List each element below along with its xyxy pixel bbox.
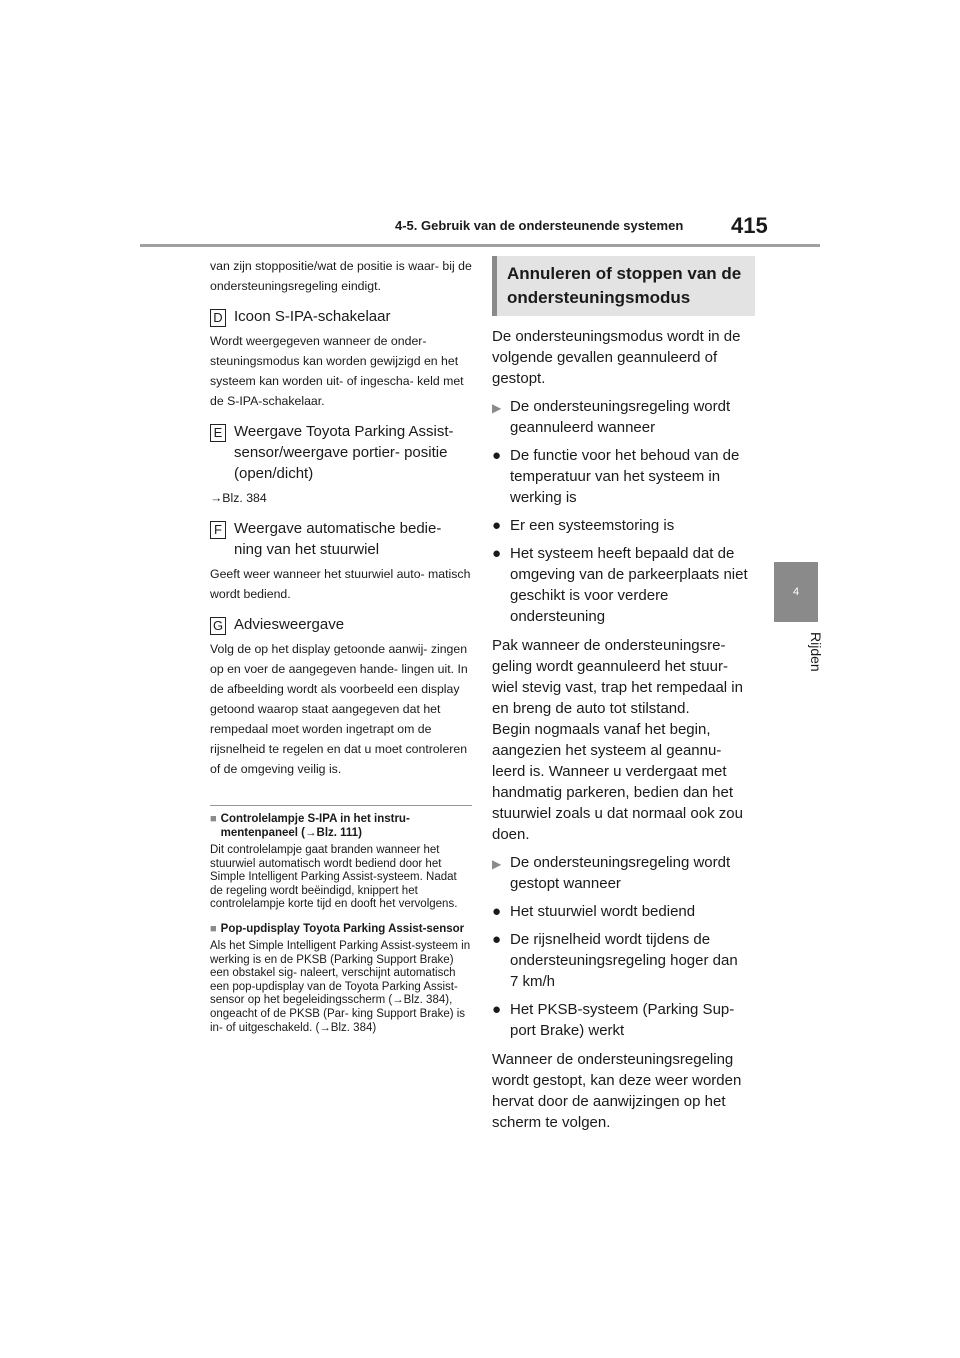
- item-g-title: Adviesweergave: [234, 616, 345, 633]
- item-f-text: Geeft weer wanneer het stuurwiel auto- matisch wordt bediend.: [210, 567, 471, 601]
- left-intro: van zijn stoppositie/wat de positie is waar- bij de ondersteuningsregeling eindigt.: [210, 259, 472, 293]
- item-g: [210, 614, 472, 635]
- note-2-heading: [210, 922, 472, 936]
- group2-head: ▶ De ondersteuningsregeling wordt gestopt wanneer: [492, 854, 731, 892]
- item-d-text: Wordt weergegeven wanneer de onder- steuningsmodus kan worden gewijzigd en het systeem kan worden uit- of ingescha- keld met de S-IPA-schakelaar.: [210, 334, 464, 408]
- item-e: [210, 421, 472, 484]
- list-item: ● Het PKSB-systeem (Parking Sup- port Brake) werkt: [492, 1001, 735, 1039]
- right-para-2: Begin nogmaals vanaf het begin, aangezien het systeem al geannu- leerd is. Wanneer u verdergaat met handmatig parkeren, bedien dan het stuurwiel zoals u dat normaal ook zou doen.: [492, 721, 743, 843]
- page-number: 415: [731, 213, 768, 238]
- item-d-title: Icoon S-IPA-schakelaar: [234, 308, 391, 325]
- note-1-title: Controlelampje S-IPA in het instru- mentenpaneel (→Blz. 111): [220, 813, 410, 839]
- item-g-text: Volg de op het display getoonde aanwij- zingen op en voer de aangegeven hande- lingen uit. In de afbeelding wordt als voorbeeld een display getoond waarop staat aangegeven dat het rempedaal moet worden ingetrapt om de rijsnelheid te regelen en dat u moet controleren of de omgeving veilig is.: [210, 642, 468, 776]
- right-intro: De ondersteuningsmodus wordt in de volgende gevallen geannuleerd of gestopt.: [492, 328, 741, 387]
- badge-g: G: [210, 617, 226, 635]
- item-f-title: Weergave automatische bedie- ning van het stuurwiel: [234, 520, 442, 558]
- note-1-heading: [210, 812, 472, 840]
- group1-head: ▶ De ondersteuningsregeling wordt geannuleerd wanneer: [492, 398, 731, 436]
- bullet-icon: ●: [492, 931, 502, 948]
- chapter-section-title: 4-5. Gebruik van de ondersteunende systemen: [395, 218, 684, 233]
- note-2-text: Als het Simple Intelligent Parking Assist-systeem in werking is en de PKSB (Parking Support Brake) een obstakel sig- naleert, verschijnt automatisch een pop-updisplay van de Toyota Parking Assist-sensor op het begeleidingsscherm (→Blz. 384), ongeacht of de PKSB (Par- king Support Brake) is in- of uitgeschakeld. (→Blz. 384): [210, 939, 471, 1034]
- badge-f: F: [210, 521, 226, 539]
- square-bullet-icon: ■: [210, 813, 217, 825]
- right-para-1: Pak wanneer de ondersteuningsre- geling wordt geannuleerd het stuur- wiel stevig vast, trap het rempedaal in en breng de auto tot stilstand.: [492, 637, 743, 717]
- list-item: ● De rijsnelheid wordt tijdens de ondersteuningsregeling hoger dan 7 km/h: [492, 931, 738, 990]
- section-heading: Annuleren of stoppen van de ondersteuningsmodus: [492, 256, 755, 316]
- item-f: [210, 518, 472, 560]
- note-1-text: Dit controlelampje gaat branden wanneer het stuurwiel automatisch wordt bediend door het Simple Intelligent Parking Assist-systeem. Nadat de regeling wordt beëindigd, knippert het controlelampje korte tijd en dooft het vervolgens.: [210, 844, 458, 911]
- item-d: [210, 306, 472, 327]
- chapter-tab[interactable]: 4: [774, 562, 818, 622]
- square-bullet-icon: ■: [210, 922, 217, 935]
- list-item: ● Er een systeemstoring is: [492, 517, 675, 534]
- chapter-tab-label: Rijden: [808, 632, 824, 672]
- list-item: ● Het systeem heeft bepaald dat de omgeving van de parkeerplaats niet geschikt is voor verdere ondersteuning: [492, 545, 748, 625]
- badge-e: E: [210, 424, 226, 442]
- list-item: ● Het stuurwiel wordt bediend: [492, 903, 696, 920]
- badge-d: D: [210, 309, 226, 327]
- notes-divider: [210, 805, 472, 806]
- item-e-title: Weergave Toyota Parking Assist-sensor/weergave portier- positie (open/dicht): [234, 423, 454, 482]
- note-2-title: Pop-updisplay Toyota Parking Assist-sensor: [220, 922, 465, 935]
- bullet-icon: ●: [492, 447, 502, 464]
- bullet-icon: ●: [492, 517, 502, 534]
- right-para-3: Wanneer de ondersteuningsregeling wordt gestopt, kan deze weer worden hervat door de aanwijzingen op het scherm te volgen.: [492, 1051, 742, 1131]
- arrow-right-icon: ▶: [492, 401, 502, 415]
- item-e-link[interactable]: →Blz. 384: [210, 491, 267, 505]
- left-column: [210, 256, 472, 1035]
- arrow-right-icon: ▶: [492, 857, 502, 871]
- header-divider: [140, 244, 820, 247]
- bullet-icon: ●: [492, 903, 502, 920]
- list-item: ● De functie voor het behoud van de temperatuur van het systeem in werking is: [492, 447, 740, 506]
- bullet-icon: ●: [492, 1001, 502, 1018]
- bullet-icon: ●: [492, 545, 502, 562]
- right-column: [492, 256, 750, 1133]
